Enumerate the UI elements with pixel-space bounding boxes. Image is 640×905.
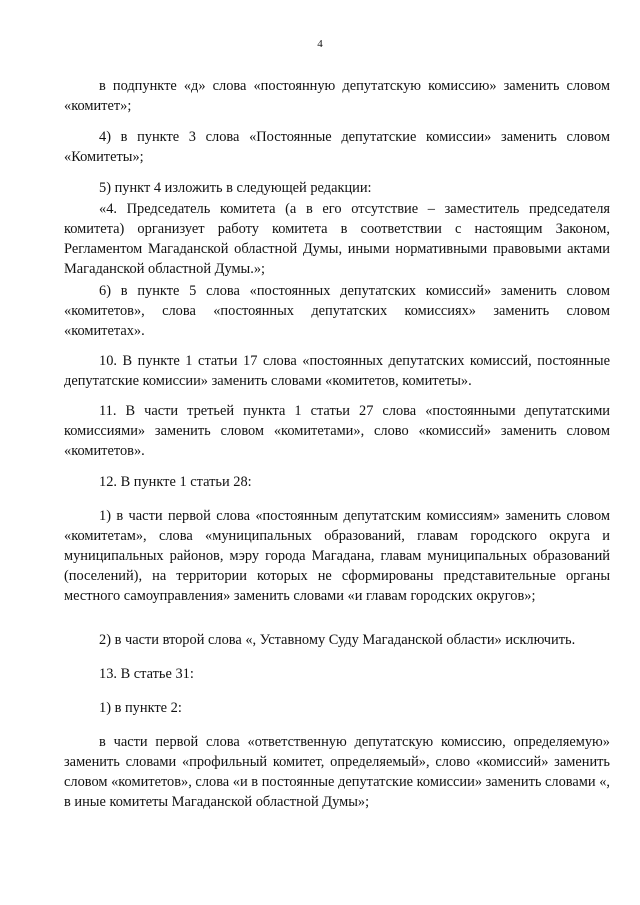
paragraph: 1) в пункте 2:	[99, 700, 182, 717]
paragraph: в подпункте «д» слова «постоянную депутатскую комиссию» заменить словом «комитет»;	[64, 78, 610, 115]
paragraph: 13. В статье 31:	[99, 666, 194, 683]
paragraph: 1) в части первой слова «постоянным депутатским комиссиям» заменить словом «комитетам», слова «муниципальных образований, главам городского округа и муниципальных районов, мэру города Магадана, главам муниципальных образований (поселений), на территории которых не сформированы представительные органы местного самоуправления» заменить словами «и главам городских округов»;	[64, 508, 610, 605]
paragraph: 12. В пункте 1 статьи 28:	[99, 474, 252, 491]
paragraph: в части первой слова «ответственную депутатскую комиссию, определяемую» заменить словами «профильный комитет, определяемый», слово «комиссий» заменить словом «комитетов», слова «и в постоянные депутатские комиссии» заменить словами «, в иные комитеты Магаданской областной Думы»;	[64, 734, 610, 811]
paragraph: 5) пункт 4 изложить в следующей редакции:	[99, 180, 372, 197]
quoted-paragraph: «4. Председатель комитета (а в его отсутствие – заместитель председателя комитета) организует работу комитета в соответствии с настоящим Законом, Регламентом Магаданской областной Думы, иными нормативными правовыми актами Магаданской областной Думы.»;	[64, 201, 610, 278]
paragraph: 2) в части второй слова «, Уставному Суду Магаданской области» исключить.	[99, 632, 576, 649]
paragraph: 6) в пункте 5 слова «постоянных депутатских комиссий» заменить словом «комитетов», слова «постоянных депутатских комиссиях» заменить словом «комитетах».	[64, 283, 610, 340]
paragraph: 4) в пункте 3 слова «Постоянные депутатские комиссии» заменить словом «Комитеты»;	[64, 129, 610, 166]
paragraph: 10. В пункте 1 статьи 17 слова «постоянных депутатских комиссий, постоянные депутатские комиссии» заменить словами «комитетов, комитеты».	[64, 353, 610, 390]
paragraph: 11. В части третьей пункта 1 статьи 27 слова «постоянными депутатскими комиссиями» заменить словом «комитетами», слово «комиссий» заменить словом «комитетов».	[64, 403, 610, 460]
page-number: 4	[317, 38, 323, 50]
